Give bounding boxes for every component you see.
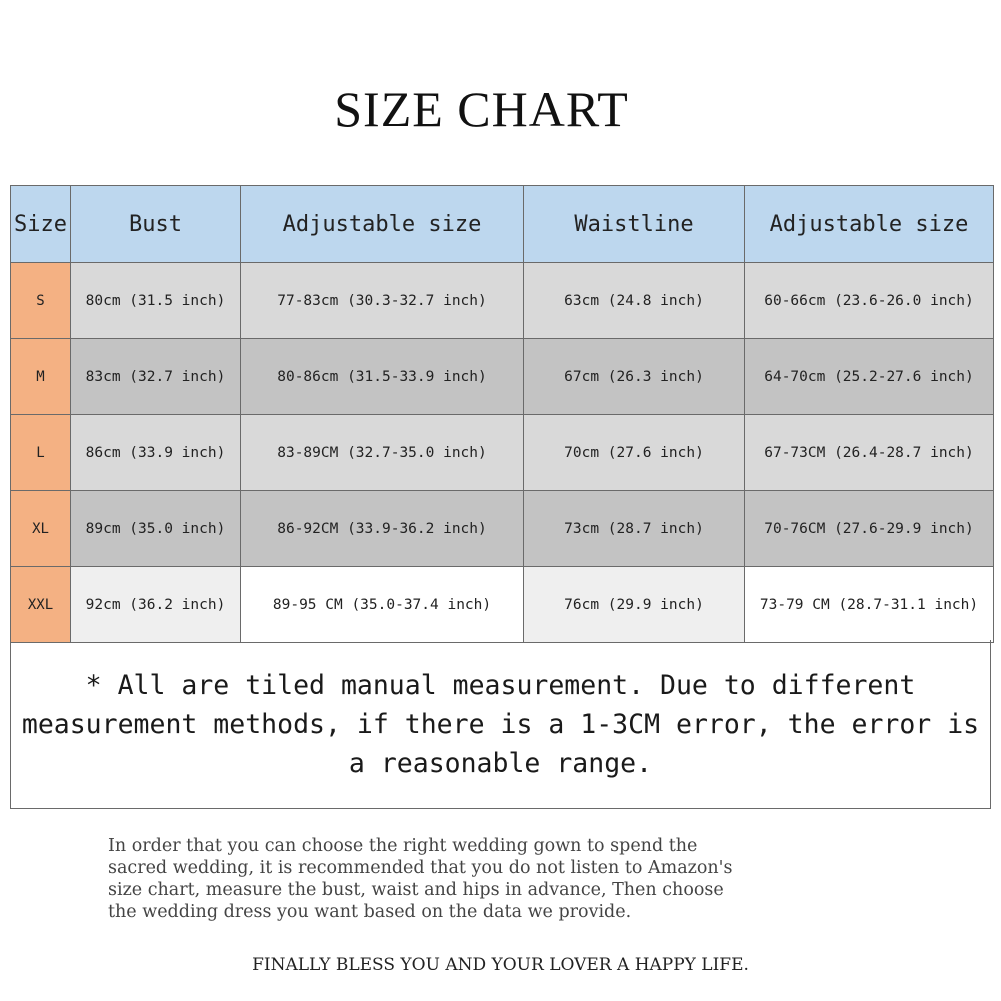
header-waistline: Waistline [524, 186, 745, 263]
bust-adjustable-cell: 89-95 CM (35.0-37.4 inch) [241, 567, 524, 643]
bust-cell: 80cm (31.5 inch) [71, 263, 241, 339]
waist-cell: 70cm (27.6 inch) [524, 415, 745, 491]
size-cell: S [11, 263, 71, 339]
bust-cell: 89cm (35.0 inch) [71, 491, 241, 567]
waist-adjustable-cell: 60-66cm (23.6-26.0 inch) [745, 263, 994, 339]
measurement-note-box [10, 640, 991, 809]
waist-cell: 67cm (26.3 inch) [524, 339, 745, 415]
waist-cell: 63cm (24.8 inch) [524, 263, 745, 339]
waist-adjustable-cell: 70-76CM (27.6-29.9 inch) [745, 491, 994, 567]
waist-cell: 73cm (28.7 inch) [524, 491, 745, 567]
blessing-text: FINALLY BLESS YOU AND YOUR LOVER A HAPPY LIFE. [252, 955, 749, 975]
header-size: Size [11, 186, 71, 263]
size-cell: XL [11, 491, 71, 567]
header-waist-adjustable: Adjustable size [745, 186, 994, 263]
size-cell: M [11, 339, 71, 415]
size-table [10, 185, 994, 643]
waist-cell: 76cm (29.9 inch) [524, 567, 745, 643]
bust-adjustable-cell: 86-92CM (33.9-36.2 inch) [241, 491, 524, 567]
waist-adjustable-cell: 64-70cm (25.2-27.6 inch) [745, 339, 994, 415]
size-cell: L [11, 415, 71, 491]
bust-adjustable-cell: 80-86cm (31.5-33.9 inch) [241, 339, 524, 415]
size-cell: XXL [11, 567, 71, 643]
waist-adjustable-cell: 67-73CM (26.4-28.7 inch) [745, 415, 994, 491]
header-bust: Bust [71, 186, 241, 263]
bust-cell: 83cm (32.7 inch) [71, 339, 241, 415]
bust-adjustable-cell: 83-89CM (32.7-35.0 inch) [241, 415, 524, 491]
waist-adjustable-cell: 73-79 CM (28.7-31.1 inch) [745, 567, 994, 643]
bust-adjustable-cell: 77-83cm (30.3-32.7 inch) [241, 263, 524, 339]
table-row [11, 491, 994, 567]
bust-cell: 92cm (36.2 inch) [71, 567, 241, 643]
table-row [11, 339, 994, 415]
bust-cell: 86cm (33.9 inch) [71, 415, 241, 491]
table-row [11, 415, 994, 491]
measurement-note: * All are tiled manual measurement. Due to different measurement methods, if there is a 1-3CM error, the error is a reasonable range. [21, 669, 980, 779]
page-title: SIZE CHART [334, 81, 629, 137]
table-row [11, 567, 994, 643]
sizing-advice: In order that you can choose the right wedding gown to spend the sacred wedding, it is recommended that you do not listen to Amazon's size chart, measure the bust, waist and hips in advance, Then choose the wedding dress you want based on the data we provide. [108, 836, 733, 922]
table-header-row [11, 186, 994, 263]
header-bust-adjustable: Adjustable size [241, 186, 524, 263]
table-row [11, 263, 994, 339]
